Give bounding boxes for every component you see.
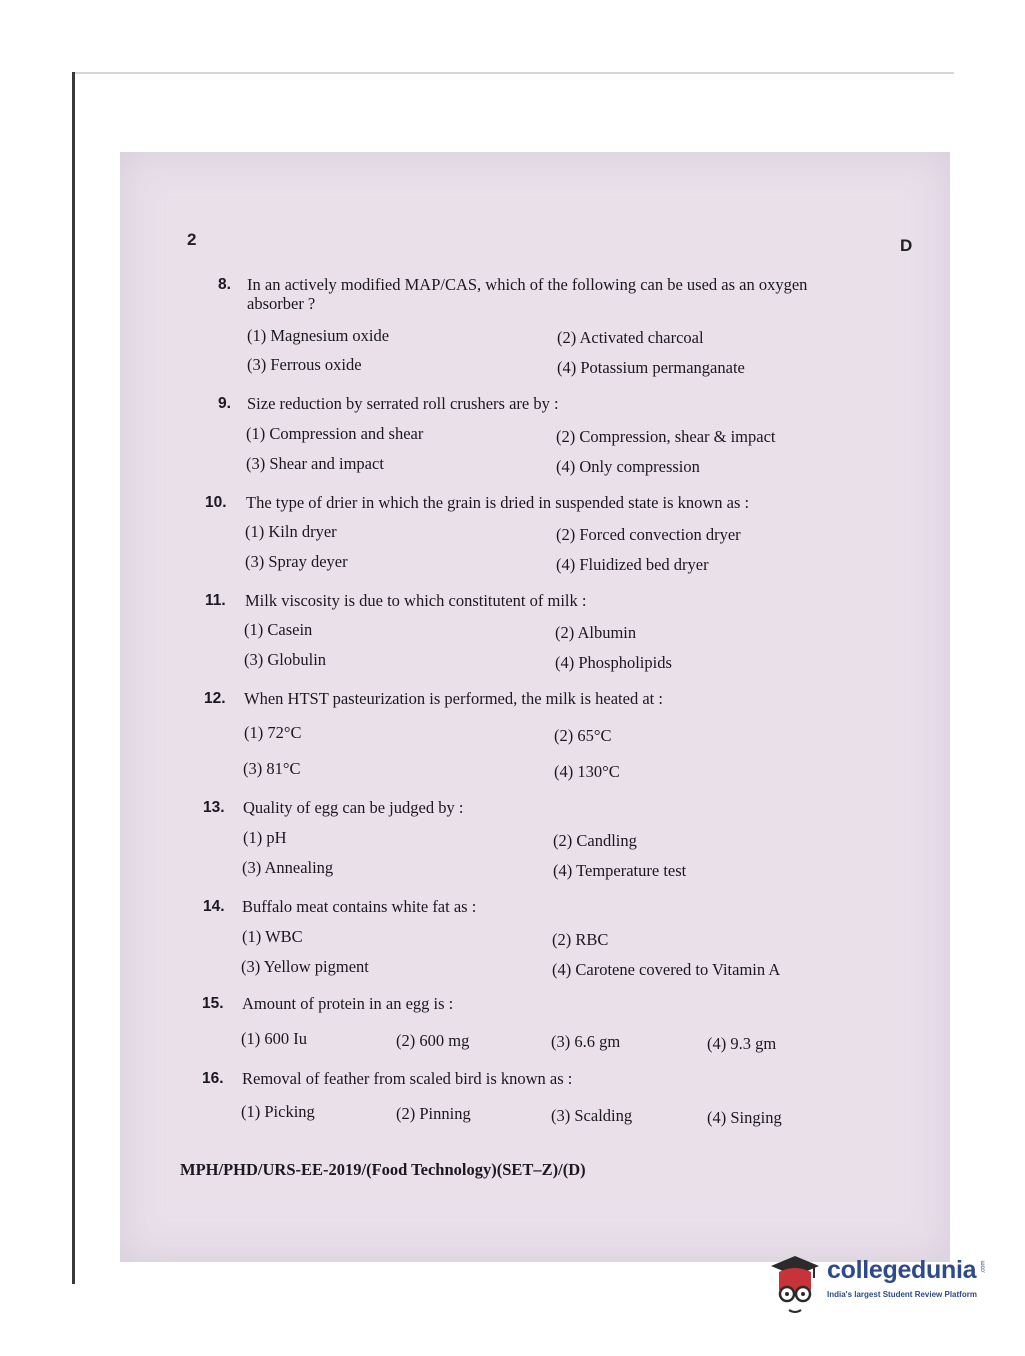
exam-code-footer: MPH/PHD/URS-EE-2019/(Food Technology)(SET–Z)/(D) <box>180 1160 586 1179</box>
question-number: 11. <box>205 592 226 609</box>
set-letter: D <box>900 236 913 255</box>
option-1: (1) Magnesium oxide <box>247 326 390 345</box>
option-1: (1) 72°C <box>244 723 302 742</box>
option-4: (4) Only compression <box>556 457 700 476</box>
question-text: In an actively modified MAP/CAS, which of the following can be used as an oxygen <box>247 275 808 294</box>
question-number: 15. <box>202 995 224 1012</box>
option-1: (1) WBC <box>242 927 303 946</box>
question-number: 10. <box>205 494 227 511</box>
option-4: (4) 130°C <box>554 762 620 781</box>
option-1: (1) pH <box>243 828 287 847</box>
option-4: (4) 9.3 gm <box>707 1034 777 1053</box>
question-text: Amount of protein in an egg is : <box>242 994 454 1013</box>
option-2: (2) 65°C <box>554 726 612 745</box>
option-3: (3) Spray deyer <box>245 552 348 571</box>
mascot-icon <box>765 1250 825 1320</box>
question-number: 13. <box>203 799 225 816</box>
option-1: (1) Casein <box>244 620 313 639</box>
option-4: (4) Fluidized bed dryer <box>556 555 709 574</box>
scan-edge-left <box>72 72 75 1284</box>
collegedunia-logo[interactable] <box>765 1250 995 1320</box>
option-3: (3) Annealing <box>242 858 334 877</box>
option-3: (3) Scalding <box>551 1106 633 1125</box>
logo-suffix: .com <box>980 1260 987 1274</box>
option-2: (2) Pinning <box>396 1104 471 1123</box>
option-1: (1) Compression and shear <box>246 424 424 443</box>
question-text: Size reduction by serrated roll crushers are by : <box>247 394 559 413</box>
option-3: (3) Shear and impact <box>246 454 384 473</box>
question-text: The type of drier in which the grain is dried in suspended state is known as : <box>246 493 750 512</box>
option-3: (3) Globulin <box>244 650 327 669</box>
option-2: (2) Albumin <box>555 623 637 642</box>
question-text: Buffalo meat contains white fat as : <box>242 897 477 916</box>
option-2: (2) RBC <box>552 930 609 949</box>
option-2: (2) Forced convection dryer <box>556 525 741 544</box>
question-text: Quality of egg can be judged by : <box>243 798 464 817</box>
option-3: (3) 6.6 gm <box>551 1032 621 1051</box>
option-1: (1) Kiln dryer <box>245 522 337 541</box>
question-text-cont: absorber ? <box>247 294 316 313</box>
option-3: (3) 81°C <box>243 759 301 778</box>
option-4: (4) Temperature test <box>553 861 687 880</box>
option-2: (2) Activated charcoal <box>557 328 704 347</box>
option-4: (4) Potassium permanganate <box>557 358 745 377</box>
option-1: (1) 600 Iu <box>241 1029 307 1048</box>
option-4: (4) Singing <box>707 1108 782 1127</box>
scan-edge-top <box>72 72 954 74</box>
logo-wordmark: collegedunia <box>827 1256 977 1284</box>
option-3: (3) Yellow pigment <box>241 957 369 976</box>
option-2: (2) Compression, shear & impact <box>556 427 776 446</box>
option-3: (3) Ferrous oxide <box>247 355 362 374</box>
question-number: 16. <box>202 1070 224 1087</box>
question-text: When HTST pasteurization is performed, the milk is heated at : <box>244 689 663 708</box>
option-4: (4) Phospholipids <box>555 653 672 672</box>
page-number: 2 <box>187 230 197 249</box>
question-number: 14. <box>203 898 225 915</box>
option-1: (1) Picking <box>241 1102 315 1121</box>
option-4: (4) Carotene covered to Vitamin A <box>552 960 781 979</box>
question-number: 9. <box>218 395 231 412</box>
option-2: (2) 600 mg <box>396 1031 470 1050</box>
question-text: Milk viscosity is due to which constitutent of milk : <box>245 591 587 610</box>
question-text: Removal of feather from scaled bird is known as : <box>242 1069 573 1088</box>
logo-tagline: India's largest Student Review Platform <box>827 1290 977 1299</box>
question-number: 8. <box>218 276 231 293</box>
option-2: (2) Candling <box>553 831 637 850</box>
question-number: 12. <box>204 690 226 707</box>
